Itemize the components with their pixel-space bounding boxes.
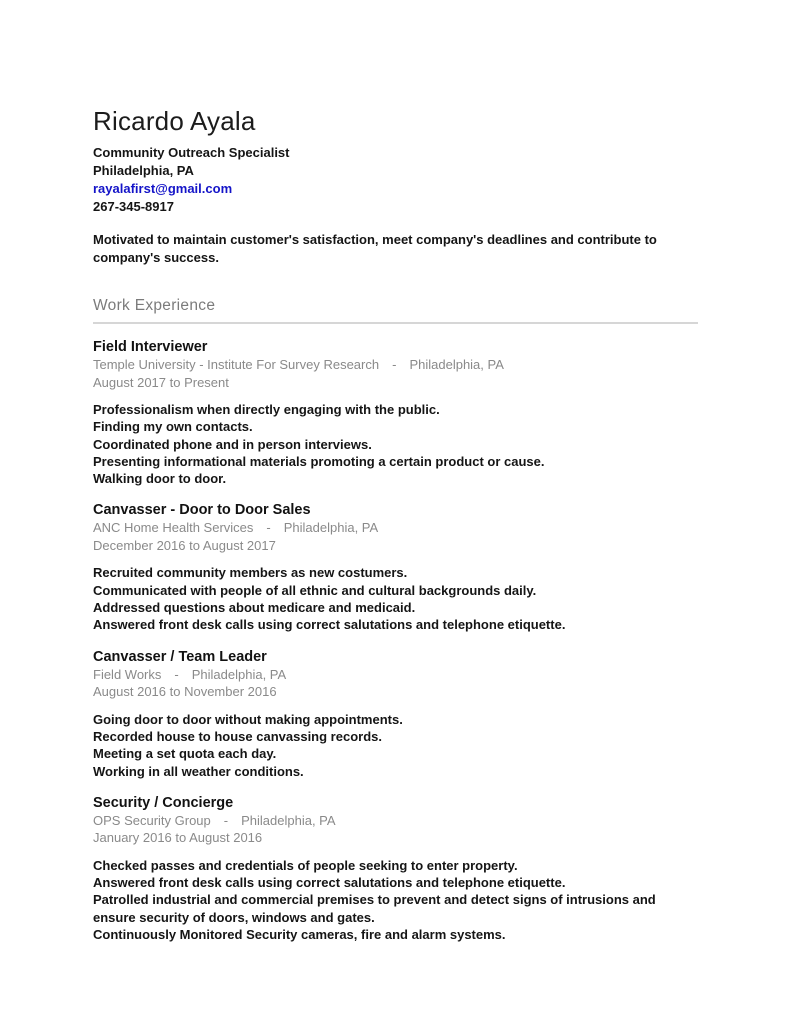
job-duty-line: Recorded house to house canvassing records. (93, 728, 382, 744)
job-duty-line: Checked passes and credentials of people seeking to enter property. (93, 857, 518, 873)
job-block (93, 795, 698, 943)
job-duty-line: Answered front desk calls using correct salutations and telephone etiquette. (93, 875, 566, 891)
job-duty-line: Patrolled industrial and commercial premises to prevent and detect signs of intrusions and ensure security of doors, windows and gates. (93, 892, 656, 925)
job-block (93, 649, 698, 780)
candidate-name: Ricardo Ayala (93, 106, 256, 136)
job-block (93, 502, 698, 633)
job-meta-separator: - (266, 520, 271, 536)
job-company: ANC Home Health Services (93, 520, 254, 536)
job-company-line (93, 520, 698, 537)
job-meta-separator: - (392, 357, 397, 372)
job-company: Field Works (93, 666, 162, 682)
candidate-location: Philadelphia, PA (93, 163, 194, 178)
job-title: Security / Concierge (93, 794, 234, 811)
candidate-job-title: Community Outreach Specialist (93, 145, 290, 160)
job-meta-separator: - (174, 666, 179, 682)
job-duties (93, 711, 698, 780)
job-company: Temple University - Institute For Survey Research (93, 357, 380, 372)
job-dates: January 2016 to August 2016 (93, 830, 263, 846)
email-row (93, 180, 698, 198)
job-company: OPS Security Group (93, 812, 211, 828)
job-title: Canvasser - Door to Door Sales (93, 502, 311, 519)
job-duty-line: Coordinated phone and in person interviews. (93, 436, 372, 452)
job-duty-line: Answered front desk calls using correct salutations and telephone etiquette. (93, 617, 566, 633)
job-duty-line: Working in all weather conditions. (93, 763, 304, 779)
job-duty-line: Addressed questions about medicare and medicaid. (93, 600, 416, 616)
job-duties (93, 857, 698, 943)
phone-number: 267-345-8917 (93, 199, 174, 214)
job-duty-line: Walking door to door. (93, 471, 227, 487)
job-duty-line: Meeting a set quota each day. (93, 746, 277, 762)
summary-text: Motivated to maintain customer's satisfaction, meet company's deadlines and contribute to company's success. (93, 232, 657, 265)
job-title: Canvasser / Team Leader (93, 648, 267, 665)
job-duty-line: Continuously Monitored Security cameras, fire and alarm systems. (93, 927, 506, 943)
job-location: Philadelphia, PA (241, 812, 336, 828)
job-title: Field Interviewer (93, 339, 208, 355)
job-company-line (93, 667, 698, 684)
job-location: Philadelphia, PA (283, 520, 379, 536)
job-dates: August 2016 to November 2016 (93, 684, 277, 700)
section-title-work-experience: Work Experience (93, 297, 698, 324)
job-location: Philadelphia, PA (191, 666, 287, 682)
job-duty-line: Communicated with people of all ethnic and cultural backgrounds daily. (93, 582, 537, 598)
job-dates: August 2017 to Present (93, 374, 229, 390)
job-duty-line: Recruited community members as new costumers. (93, 565, 408, 581)
job-dates: December 2016 to August 2017 (93, 537, 276, 553)
job-duty-line: Presenting informational materials promoting a certain product or cause. (93, 453, 545, 469)
job-company-line (93, 813, 698, 830)
job-duty-line: Finding my own contacts. (93, 419, 253, 435)
job-duties (93, 564, 698, 633)
job-block (93, 339, 698, 487)
job-duties (93, 401, 698, 487)
job-duty-line: Going door to door without making appointments. (93, 711, 403, 727)
job-duty-line: Professionalism when directly engaging with the public. (93, 402, 440, 417)
job-meta-separator: - (223, 812, 229, 828)
job-location: Philadelphia, PA (409, 357, 504, 372)
email-link[interactable]: rayalafirst@gmail.com (93, 181, 233, 196)
job-company-line (93, 357, 698, 374)
